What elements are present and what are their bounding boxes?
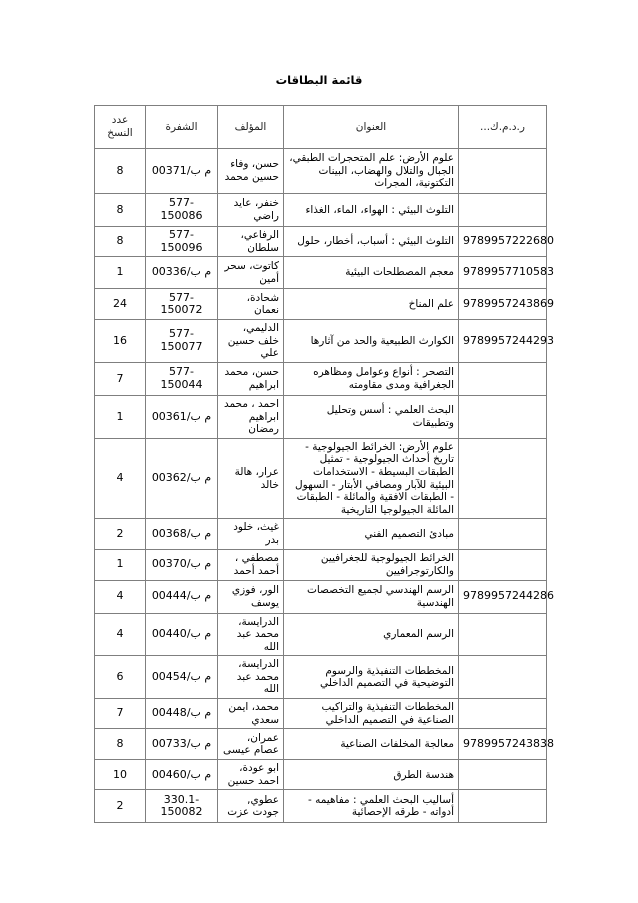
cell-title: هندسة الطرق: [284, 760, 459, 790]
table-row: [95, 760, 547, 790]
cell-count: 1: [95, 395, 146, 438]
cell-author: احمد ، محمد ابراهيم رمضان: [218, 395, 284, 438]
table-row: [95, 289, 547, 320]
cell-title: أساليب البحث العلمي : مفاهيمه - أدواته - طرقه الإحصائية: [284, 790, 459, 823]
table-row: [95, 699, 547, 729]
cell-code: م ب/00370: [146, 549, 218, 580]
cell-title: معجم المصطلحات البيئية: [284, 257, 459, 289]
cell-isbn: [459, 194, 547, 227]
cell-author: عمران، عصام عيسى: [218, 729, 284, 760]
column-header-code: الشفرة: [146, 106, 218, 149]
cell-title: علوم الأرض: علم المتحجرات الطبقي، الجبال والتلال والهضاب، البينات التكتونية، المجرات: [284, 149, 459, 194]
cell-author: حسن، وفاء حسين محمد: [218, 149, 284, 194]
cell-author: ابو عودة، احمد حسين: [218, 760, 284, 790]
cell-author: الدليمي، خلف حسين علي: [218, 320, 284, 363]
cell-isbn: 9789957243869: [459, 289, 547, 320]
column-header-title: العنوان: [284, 106, 459, 149]
table-row: [95, 729, 547, 760]
cards-table: [94, 105, 554, 823]
cell-isbn: [459, 519, 547, 549]
cell-author: الرفاعي، سلطان: [218, 227, 284, 257]
column-header-isbn: ر.د.م.ك...: [459, 106, 547, 149]
cell-title: الرسم الهندسي لجميع التخصصات الهندسية: [284, 580, 459, 613]
table-row: [95, 362, 547, 395]
cell-code: م ب/00362: [146, 438, 218, 519]
cell-code: 577-150044: [146, 362, 218, 395]
cell-title: مبادئ التصميم الفني: [284, 519, 459, 549]
table-header-row: [95, 106, 547, 149]
table-row: [95, 613, 547, 656]
cell-count: 24: [95, 289, 146, 320]
cell-code: م ب/00460: [146, 760, 218, 790]
cell-isbn: [459, 395, 547, 438]
cell-code: 577-150096: [146, 227, 218, 257]
cell-count: 2: [95, 519, 146, 549]
table-row: [95, 320, 547, 363]
cell-title: المخططات التنفيذية والتراكيب الصناعية في التصميم الداخلي: [284, 699, 459, 729]
cell-title: البحث العلمي : أسس وتحليل وتطبيقات: [284, 395, 459, 438]
cell-code: م ب/00733: [146, 729, 218, 760]
table-row: [95, 549, 547, 580]
cell-isbn: 9789957244286: [459, 580, 547, 613]
table-row: [95, 580, 547, 613]
cell-code: م ب/00336: [146, 257, 218, 289]
cell-title: علم المناخ: [284, 289, 459, 320]
cell-author: شحادة، نعمان: [218, 289, 284, 320]
cell-code: م ب/00448: [146, 699, 218, 729]
cell-code: 577-150077: [146, 320, 218, 363]
cell-title: التلوث البيئي : أسباب، أخطار، حلول: [284, 227, 459, 257]
cell-title: الكوارث الطبيعية والحد من آثارها: [284, 320, 459, 363]
cell-isbn: 9789957243838: [459, 729, 547, 760]
cell-code: م ب/00361: [146, 395, 218, 438]
cell-author: غيث، خلود بدر: [218, 519, 284, 549]
cell-count: 7: [95, 699, 146, 729]
cell-author: مصطفي ، أحمد أحمد: [218, 549, 284, 580]
cell-isbn: [459, 613, 547, 656]
cell-isbn: [459, 760, 547, 790]
cell-count: 1: [95, 549, 146, 580]
cell-author: الدرايسة، محمد عبد الله: [218, 613, 284, 656]
table-row: [95, 149, 547, 194]
cell-count: 8: [95, 227, 146, 257]
table-row: [95, 395, 547, 438]
cell-author: حسن، محمد ابراهيم: [218, 362, 284, 395]
table-row: [95, 519, 547, 549]
cell-count: 8: [95, 149, 146, 194]
cell-count: 4: [95, 580, 146, 613]
table-row: [95, 656, 547, 699]
cell-isbn: [459, 699, 547, 729]
column-header-count: عدد النسخ: [95, 106, 146, 149]
cell-count: 2: [95, 790, 146, 823]
cell-count: 8: [95, 729, 146, 760]
cell-code: م ب/00444: [146, 580, 218, 613]
table-row: [95, 257, 547, 289]
cell-code: م ب/00371: [146, 149, 218, 194]
cell-count: 7: [95, 362, 146, 395]
table-row: [95, 227, 547, 257]
cell-author: محمد، ايمن سعدي: [218, 699, 284, 729]
cell-title: علوم الأرض: الخرائط الجيولوجية - تاريخ أحداث الجيولوجية - تمثيل الطبقات البسيطة - الاستخدامات البيئية للآبار ومصافي الأبتار - السهول - الطبقات الافقية والمائلة - الطبقات المائلة الجيولوجيا التاريخية: [284, 438, 459, 519]
cell-isbn: [459, 438, 547, 519]
cell-author: الدرايسة، محمد عبد الله: [218, 656, 284, 699]
cell-title: التصحر : أنواع وعوامل ومظاهره الجغرافية ومدى مقاومته: [284, 362, 459, 395]
cell-code: 577-150072: [146, 289, 218, 320]
cell-count: 10: [95, 760, 146, 790]
cell-isbn: [459, 549, 547, 580]
column-header-author: المؤلف: [218, 106, 284, 149]
table-row: [95, 790, 547, 823]
page-title: قائمة البطاقات: [275, 73, 363, 87]
cell-isbn: 9789957222680: [459, 227, 547, 257]
table-row: [95, 438, 547, 519]
cell-isbn: [459, 149, 547, 194]
cell-isbn: 9789957710583: [459, 257, 547, 289]
cell-title: التلوث البيئي : الهواء، الماء، الغذاء: [284, 194, 459, 227]
cell-title: المخططات التنفيذية والرسوم التوضيحية في التصميم الداخلي: [284, 656, 459, 699]
cell-count: 6: [95, 656, 146, 699]
cell-code: م ب/00440: [146, 613, 218, 656]
cell-author: كاتوت، سحر أمين: [218, 257, 284, 289]
cell-count: 1: [95, 257, 146, 289]
cell-code: م ب/00368: [146, 519, 218, 549]
cell-isbn: [459, 790, 547, 823]
cell-count: 4: [95, 438, 146, 519]
cell-isbn: [459, 362, 547, 395]
cell-code: 577-150086: [146, 194, 218, 227]
table-row: [95, 194, 547, 227]
cell-title: الخرائط الجيولوجية للجغرافيين والكارتوجرافيين: [284, 549, 459, 580]
cell-count: 16: [95, 320, 146, 363]
cell-count: 4: [95, 613, 146, 656]
cell-code: 330.1-150082: [146, 790, 218, 823]
cell-author: الور، فوزي يوسف: [218, 580, 284, 613]
cell-isbn: 9789957244293: [459, 320, 547, 363]
cell-isbn: [459, 656, 547, 699]
cell-author: عرار، هالة خالد: [218, 438, 284, 519]
cell-author: عطوي, جودت عزت: [218, 790, 284, 823]
cell-author: خنفر، عايد راضي: [218, 194, 284, 227]
cell-title: الرسم المعماري: [284, 613, 459, 656]
cell-count: 8: [95, 194, 146, 227]
cell-code: م ب/00454: [146, 656, 218, 699]
cell-title: معالجة المخلفات الصناعية: [284, 729, 459, 760]
